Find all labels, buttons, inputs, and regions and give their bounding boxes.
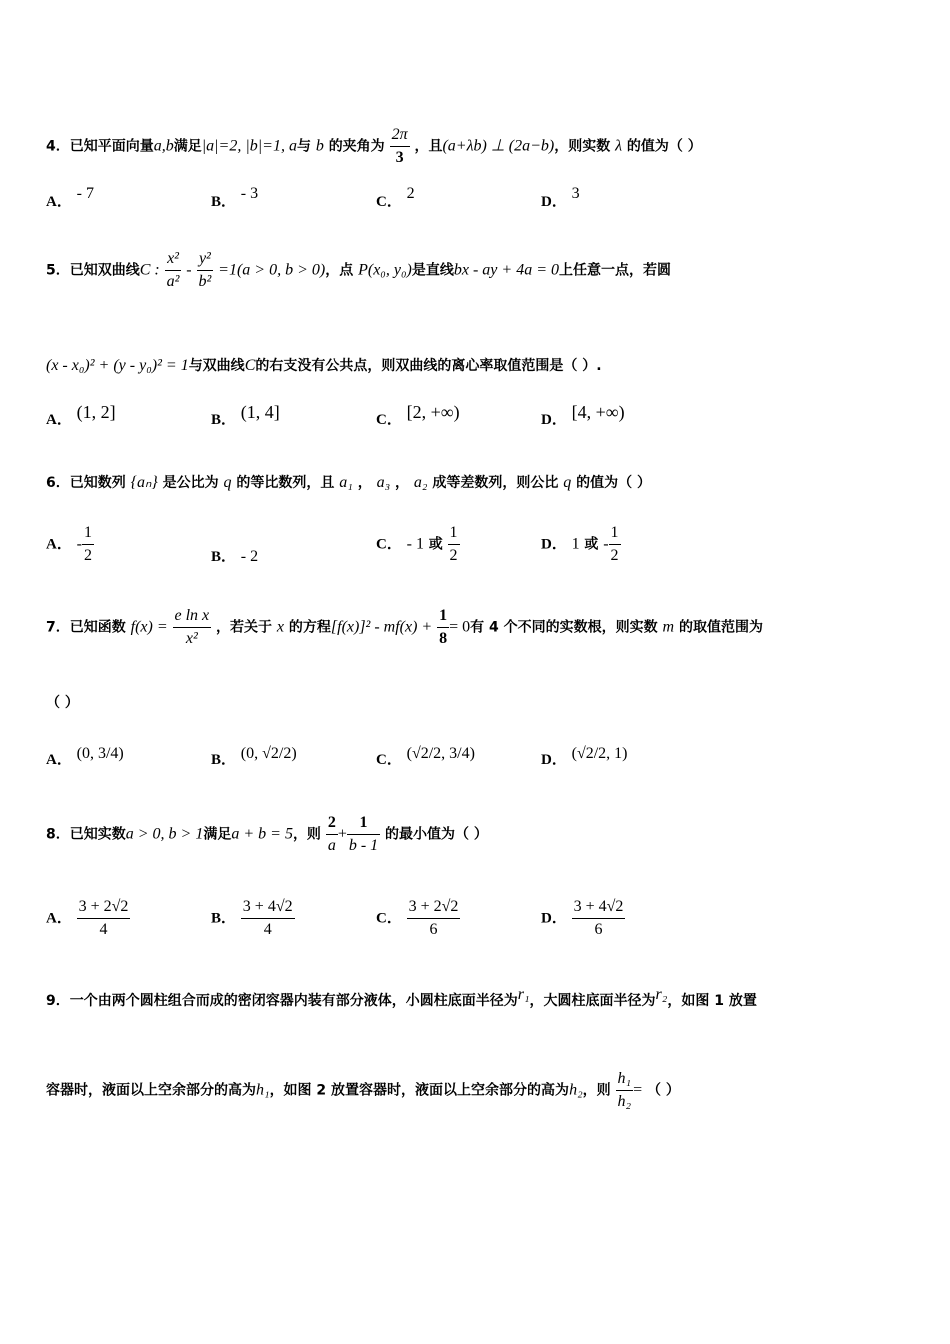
- q4-text-2: 满足: [173, 138, 202, 155]
- question-9-line-1: [46, 986, 757, 1010]
- q5-frac-x-num: x²: [165, 248, 182, 271]
- q7-frac18-num: 1: [437, 605, 449, 628]
- option-value: 2: [406, 185, 415, 202]
- q7-frac18-den: 8: [439, 630, 448, 647]
- q8-frac1-den: a: [327, 837, 336, 854]
- option-label: B．: [211, 910, 237, 927]
- q6-text-4: 成等差数列，则公比: [432, 475, 559, 491]
- q6-comma-1: ，: [357, 475, 372, 491]
- q9-math-h1: h₁: [256, 1081, 270, 1099]
- q7-frac-den: x²: [185, 630, 198, 647]
- q4-option-c: [376, 185, 415, 211]
- q9-math-h2: h₂: [569, 1081, 583, 1099]
- option-fraction: [241, 896, 295, 941]
- q7-option-b: [211, 745, 297, 769]
- question-6: [46, 472, 651, 492]
- q6-option-d: [541, 522, 621, 567]
- q7-math-eq: [f(x)]² - mf(x) +: [330, 618, 433, 636]
- q6-text-5: 的值为（ ）: [576, 475, 651, 491]
- option-value: - 3: [240, 185, 259, 202]
- fraction-den: 4: [263, 921, 272, 938]
- option-value: 3: [571, 185, 580, 202]
- q9-equals: =: [633, 1081, 643, 1099]
- q5-frac-x: [165, 248, 182, 293]
- q5-text-1: 5．已知双曲线: [46, 262, 140, 279]
- q6-option-a: [46, 522, 94, 567]
- option-value: - 7: [76, 185, 94, 202]
- q7-option-c: [376, 745, 475, 769]
- option-label: A．: [46, 194, 72, 210]
- fraction-num: 1: [609, 522, 621, 545]
- q4-text-5: ，且: [414, 138, 443, 155]
- fraction-den: 2: [610, 547, 619, 564]
- q6-text-3: 的等比数列，且: [236, 475, 335, 491]
- q4-math-b: b: [315, 137, 324, 155]
- option-label: C．: [376, 194, 402, 210]
- q9-frac-num: h₁: [616, 1068, 634, 1091]
- option-label: B．: [211, 194, 237, 210]
- q7-math-f: f(x) =: [130, 618, 168, 636]
- option-label: A．: [46, 910, 72, 927]
- q8-text-2: 满足: [203, 826, 232, 843]
- q7-frac-18: [437, 605, 449, 650]
- q8-frac-2: [347, 812, 380, 857]
- q8-plus: +: [337, 825, 347, 843]
- q6-option-c: [376, 522, 460, 567]
- q4-angle-fraction: [390, 124, 410, 169]
- q5-frac-y-num: y²: [197, 248, 214, 271]
- q4-text-6: ，则实数: [554, 138, 611, 155]
- q5-text-4: 上任意一点，若圆: [558, 262, 671, 279]
- option-label: D．: [541, 194, 567, 210]
- q6-text-1: 6．已知数列: [46, 475, 126, 491]
- option-label: D．: [541, 412, 567, 428]
- q4-text-4: 的夹角为: [328, 138, 385, 155]
- q5-minus: -: [186, 261, 192, 279]
- q8-frac1-num: 2: [326, 812, 338, 835]
- q7-text-4: 有 4 个不同的实数根，则实数: [470, 619, 658, 636]
- q7-math-zero: = 0: [449, 618, 471, 636]
- q9-text-1: 9．一个由两个圆柱组合而成的密闭容器内装有部分液体，小圆柱底面半径为: [46, 993, 518, 1009]
- q9-frac-h: [616, 1068, 634, 1113]
- q5-math-c: C :: [139, 261, 160, 279]
- q6-math-a2: a₂: [413, 474, 428, 491]
- q5-math-cond: =1(a > 0, b > 0): [218, 261, 326, 279]
- fraction-num: 1: [82, 522, 94, 545]
- option-value: (0, √2/2): [240, 745, 297, 762]
- q9-frac-den: h₂: [617, 1093, 632, 1110]
- q4-option-b: [211, 185, 259, 211]
- option-label: A．: [46, 536, 72, 553]
- q9-paren: （ ）: [646, 1082, 680, 1099]
- q5-math-c2: C: [244, 357, 256, 374]
- q5-math-line: bx - ay + 4a = 0: [453, 261, 559, 279]
- q8-option-d: [541, 896, 625, 941]
- option-fraction: [448, 522, 460, 567]
- option-fraction: [77, 896, 131, 941]
- fraction-den: 4: [99, 921, 108, 938]
- q5-text-6: 的右支没有公共点，则双曲线的离心率取值范围是（ ）.: [255, 358, 602, 374]
- q9-text-5: ，如图 2 放置容器时，液面以上空余部分的高为: [269, 1082, 570, 1099]
- fraction-num: 1: [448, 522, 460, 545]
- q9-text-3: ，如图 1 放置: [667, 993, 757, 1009]
- option-label: A．: [46, 412, 72, 428]
- option-value: 1: [571, 535, 580, 553]
- q8-option-b: [211, 896, 295, 941]
- q5-frac-y-den: b²: [198, 273, 212, 290]
- fraction-num: 3 + 4√2: [572, 896, 626, 919]
- option-value: (1, 4]: [240, 402, 280, 422]
- option-value: [4, +∞): [571, 402, 625, 422]
- fraction-den: 2: [83, 547, 92, 564]
- q8-option-c: [376, 896, 460, 941]
- q6-math-a1: a₁: [339, 474, 353, 491]
- fraction-den: 2: [449, 547, 458, 564]
- q8-text-1: 8．已知实数: [46, 826, 126, 843]
- fraction-num: 3 + 2√2: [77, 896, 131, 919]
- q8-math-cond: a > 0, b > 1: [125, 825, 204, 843]
- q5-math-circle: (x - x₀)² + (y - y₀)² = 1: [46, 357, 189, 374]
- q4-math-ab: a,b: [153, 137, 174, 155]
- option-label: A．: [46, 752, 72, 768]
- option-label: D．: [541, 752, 567, 768]
- q7-math-x: x: [276, 618, 285, 636]
- fraction-num: 3 + 2√2: [407, 896, 461, 919]
- option-fraction: [609, 522, 621, 567]
- option-fraction: [572, 896, 626, 941]
- q6-math-q2: q: [563, 474, 572, 491]
- q8-option-a: [46, 896, 130, 941]
- option-label: B．: [211, 549, 237, 565]
- question-4: [46, 124, 702, 169]
- q4-text-1: 4．已知平面向量: [46, 138, 154, 155]
- option-value: [2, +∞): [406, 402, 460, 422]
- option-value: (√2/2, 3/4): [406, 745, 475, 762]
- q4-math-lambda: λ: [615, 137, 623, 155]
- q5-math-point: P(x₀, y₀): [358, 261, 412, 279]
- question-5-line-2: [46, 355, 602, 375]
- q6-math-seq: {aₙ}: [130, 474, 158, 491]
- q6-text-2: 是公比为: [162, 475, 219, 491]
- q8-math-sum: a + b = 5: [231, 825, 293, 843]
- q7-option-a: [46, 745, 124, 769]
- question-7-line-2: [46, 692, 79, 712]
- q7-text-5: 的取值范围为: [678, 619, 763, 636]
- q7-math-m: m: [662, 618, 675, 636]
- option-value: - 2: [240, 548, 259, 565]
- option-value: - 1: [406, 535, 424, 553]
- q9-math-r2: r₂: [655, 986, 668, 1003]
- fraction-den: 6: [429, 921, 438, 938]
- q5-option-b: [211, 402, 280, 429]
- option-label: C．: [376, 910, 402, 927]
- q5-text-2: ，点: [325, 262, 354, 279]
- q6-option-b: [211, 545, 258, 566]
- q5-frac-x-den: a²: [166, 273, 180, 290]
- option-sign: -: [76, 535, 82, 553]
- q4-text-7: 的值为（ ）: [626, 138, 702, 155]
- q7-frac-num: e ln x: [173, 605, 212, 628]
- option-or: 或: [428, 536, 443, 553]
- q4-math-norms: |a|=2, |b|=1, a: [201, 137, 297, 155]
- q7-text-1: 7．已知函数: [46, 619, 126, 636]
- q7-frac-f: [173, 605, 212, 650]
- q4-option-a: [46, 185, 94, 211]
- q9-text-2: ，大圆柱底面半径为: [529, 993, 656, 1009]
- q8-frac-1: [326, 812, 338, 857]
- option-label: B．: [211, 412, 237, 428]
- q7-paren: （ ）: [46, 695, 79, 711]
- q8-text-3: ，则: [292, 826, 321, 843]
- fraction-den: 6: [594, 921, 603, 938]
- q8-text-4: 的最小值为（ ）: [385, 826, 488, 843]
- option-value: (√2/2, 1): [571, 745, 628, 762]
- q4-angle-num: 2π: [390, 124, 410, 147]
- q4-option-d: [541, 185, 580, 211]
- q5-frac-y: [197, 248, 214, 293]
- q4-math-perp: (a+λb) ⊥ (2a−b): [442, 137, 555, 155]
- q7-text-2: ，若关于: [216, 619, 273, 636]
- q5-text-5: 与双曲线: [188, 358, 245, 374]
- option-fraction: [407, 896, 461, 941]
- option-label: C．: [376, 752, 402, 768]
- fraction-num: 3 + 4√2: [241, 896, 295, 919]
- option-or: 或: [584, 536, 599, 553]
- q5-text-3: 是直线: [411, 262, 454, 279]
- option-sign: -: [603, 535, 609, 553]
- option-label: B．: [211, 752, 237, 768]
- q9-math-r1: r₁: [517, 986, 530, 1003]
- question-9-line-2: [46, 1068, 680, 1113]
- q4-angle-den: 3: [395, 149, 404, 166]
- q8-frac2-den: b - 1: [348, 837, 379, 854]
- q6-comma-2: ，: [395, 475, 410, 491]
- option-label: D．: [541, 910, 567, 927]
- q6-math-a3: a₃: [376, 474, 391, 491]
- question-8: [46, 812, 488, 857]
- option-label: C．: [376, 412, 402, 428]
- option-value: (0, 3/4): [76, 745, 124, 762]
- q8-frac2-num: 1: [347, 812, 380, 835]
- option-label: D．: [541, 536, 567, 553]
- option-value: (1, 2]: [76, 402, 116, 422]
- q5-option-d: [541, 402, 625, 429]
- q9-text-6: ，则: [582, 1082, 611, 1099]
- q5-option-a: [46, 402, 116, 429]
- q4-text-3: 与: [296, 138, 311, 155]
- question-5-line-1: [46, 248, 671, 293]
- q7-text-3: 的方程: [288, 619, 331, 636]
- q5-option-c: [376, 402, 460, 429]
- q6-math-q: q: [223, 474, 232, 491]
- option-label: C．: [376, 536, 402, 553]
- question-7-line-1: [46, 605, 763, 650]
- q7-option-d: [541, 745, 628, 769]
- option-fraction: [82, 522, 94, 567]
- q9-text-4: 容器时，液面以上空余部分的高为: [46, 1082, 256, 1099]
